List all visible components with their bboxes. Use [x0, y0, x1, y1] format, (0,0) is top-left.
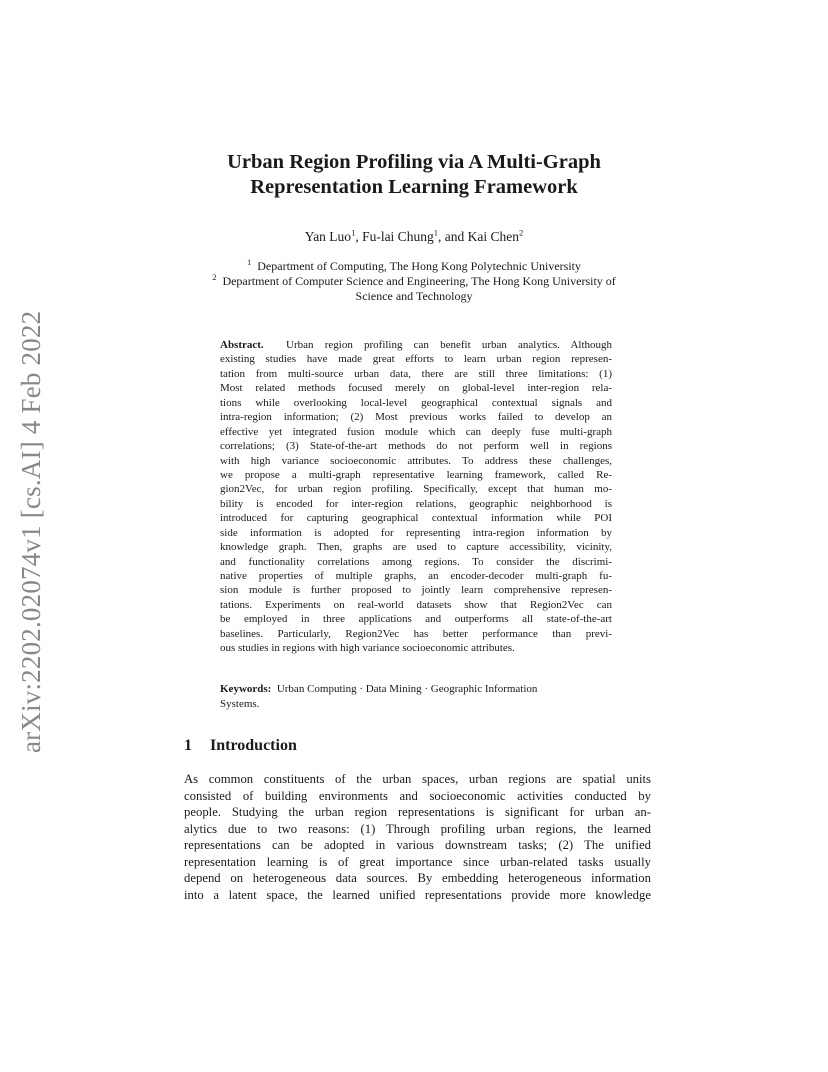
abstract-line: native properties of multiple graphs, an encoder-decoder multi-graph fu- [220, 570, 612, 582]
introduction-paragraph [184, 771, 651, 903]
section-number: 1 [184, 737, 192, 754]
abstract-line: bility is encoded for inter-region relations, geographic neighborhood is [220, 497, 612, 510]
author-list [150, 229, 678, 245]
title-line-2: Representation Learning Framework [250, 176, 578, 198]
keywords-block [220, 682, 612, 711]
abstract-line: side information is adopted for representing intra-region information by [220, 526, 612, 539]
abstract-line: baselines. Particularly, Region2Vec has better performance than previ- [220, 627, 612, 640]
abstract-line: ous studies in regions with high variance socioeconomic attributes. [220, 642, 515, 655]
author-affiliation-mark: 1 [351, 227, 356, 238]
abstract-line: knowledge graph. Then, graphs are used to capture accessibility, vicinity, [220, 541, 612, 554]
affiliation-mark: 1 [247, 257, 252, 267]
paragraph-line: depend on heterogeneous data sources. By embedding heterogeneous information [184, 871, 651, 885]
affiliation-line [150, 274, 678, 289]
abstract-line: tations. Experiments on real-world datasets show that Region2Vec can [220, 598, 612, 611]
abstract-line: effective yet integrated fusion module which can deeply fuse multi-graph [220, 425, 612, 438]
abstract-line: intra-region information; (2) Most previous works failed to develop an [220, 411, 612, 424]
abstract-line: tions while overlooking local-level geographical contextual signals and [220, 396, 612, 409]
section-title: Introduction [210, 737, 297, 754]
abstract-line: with high variance socioeconomic attributes. To address these challenges, [220, 454, 612, 467]
keywords-line: Systems. [220, 697, 260, 710]
abstract-label: Abstract. [220, 339, 264, 351]
abstract-line: be employed in three applications and outperforms all state-of-the-art [220, 613, 612, 626]
affiliation-text: Department of Computing, The Hong Kong Polytechnic University [257, 259, 581, 273]
abstract-line: existing studies have made great efforts to learn urban region represen- [220, 353, 612, 366]
paragraph-line: representations can be adopted in various downstream tasks; (2) The unified [184, 838, 651, 852]
paragraph-line: alytics due to two reasons: (1) Through profiling urban regions, the learned [184, 821, 651, 836]
paragraph-line: representation learning is of great importance since urban-related tasks usually [184, 854, 651, 869]
keywords-label: Keywords: [220, 683, 272, 695]
author-affiliation-mark: 1 [433, 227, 438, 238]
affiliation-line [150, 289, 678, 304]
author-name: Fu-lai Chung [362, 229, 434, 244]
title-line-1: Urban Region Profiling via A Multi-Graph [227, 151, 601, 173]
abstract-line: tation from multi-source urban data, there are still three limitations: (1) [220, 367, 612, 380]
affiliation-mark: 2 [212, 272, 217, 282]
abstract-line: we propose a multi-graph representative learning framework, called Re- [220, 468, 612, 481]
keywords-text: Urban Computing · Data Mining · Geographic Information [276, 683, 538, 695]
section-heading [184, 737, 297, 755]
abstract-line [220, 338, 612, 352]
paragraph-line: into a latent space, the learned unified representations provide more knowledge [184, 887, 651, 902]
abstract-block [220, 338, 612, 656]
author-name: Kai Chen [467, 229, 519, 244]
abstract-text: Urban region profiling can benefit urban analytics. Although [286, 339, 612, 351]
keywords-line [220, 682, 612, 697]
author-name: Yan Luo [304, 229, 352, 244]
affiliation-text: Department of Computer Science and Engineering, The Hong Kong University of [222, 274, 616, 288]
author-affiliation-mark: 2 [518, 227, 524, 238]
abstract-line: introduced for capturing geographical contextual information while POI [220, 512, 612, 525]
paragraph-line: As common constituents of the urban spaces, urban regions are spatial units [184, 772, 651, 786]
author-separator: , and [437, 229, 468, 244]
abstract-line: correlations; (3) State-of-the-art methods do not perform well in regions [220, 440, 612, 453]
abstract-line: Most related methods focused merely on global-level inter-region rela- [220, 382, 612, 395]
abstract-line: gion2Vec, for urban region profiling. Specifically, except that human mo- [220, 483, 612, 496]
abstract-line: sion module is further proposed to jointly learn comprehensive represen- [220, 584, 612, 597]
author-separator: , [355, 229, 363, 244]
arxiv-identifier: arXiv:2202.02074v1 [cs.AI] 4 Feb 2022 [16, 310, 46, 753]
affiliation-line [150, 259, 678, 274]
paper-title [150, 150, 678, 200]
paragraph-line: people. Studying the urban region representations is significant for urban an- [184, 805, 651, 819]
paragraph-line: consisted of building environments and socioeconomic activities conducted by [184, 788, 651, 803]
abstract-line: and functionality correlations among regions. To consider the discrimi- [220, 555, 612, 568]
affiliation-text: Science and Technology [355, 289, 473, 303]
affiliations [150, 259, 678, 304]
